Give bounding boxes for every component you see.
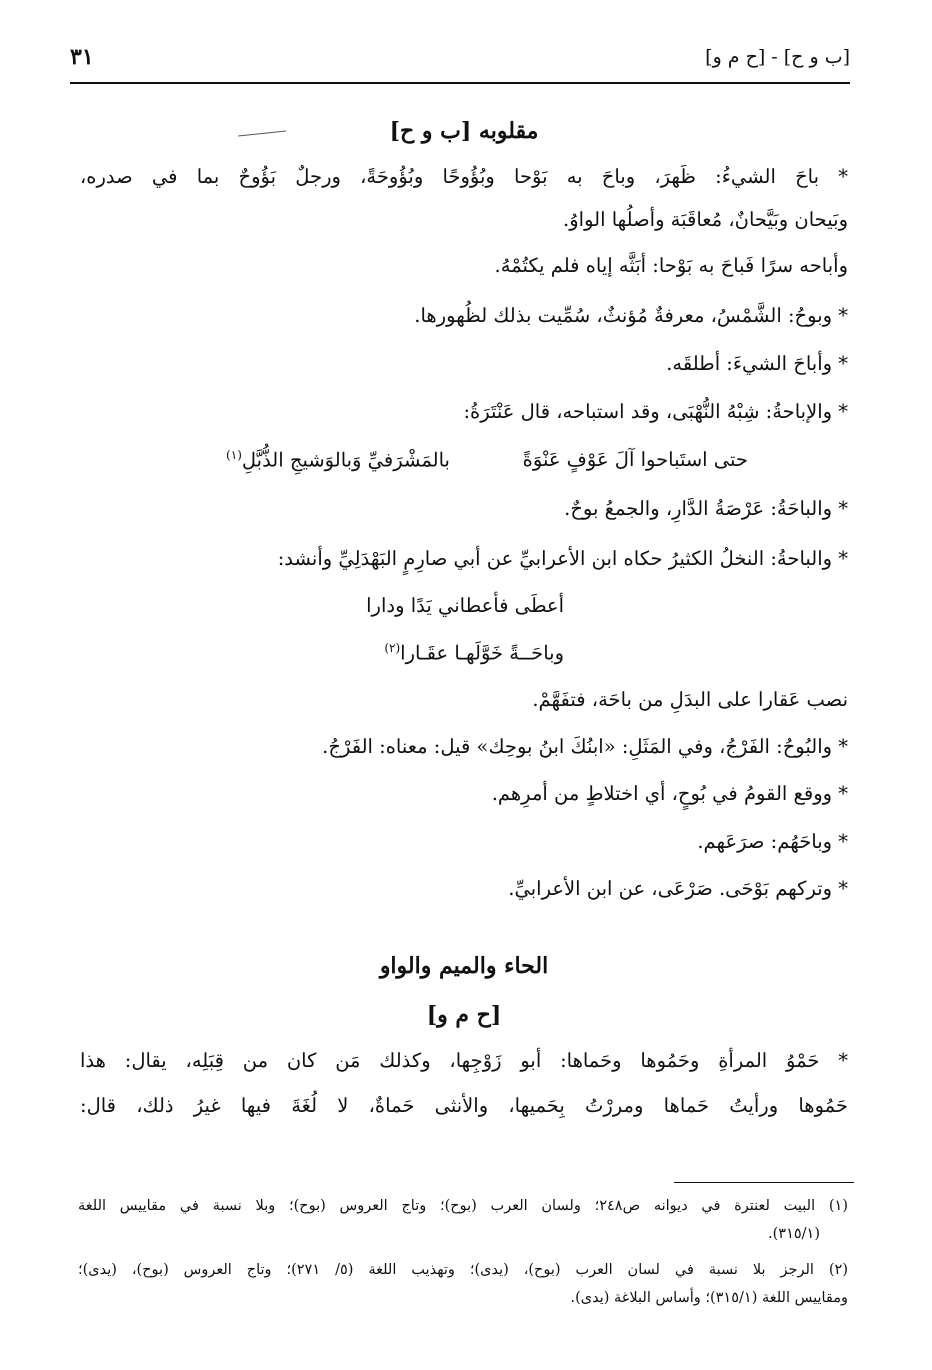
footnote-1-line-1: (١) البيت لعنترة في ديوانه ص٢٤٨؛ ولسان العرب (بوح)؛ وتاج العروس (بوح)؛ وبلا نسبة في مقاييس اللغة <box>78 1198 848 1214</box>
entry-line-8: * والباحةُ: النخلُ الكثيرُ حكاه ابن الأعرابيِّ عن أبي صارِمٍ البَهْدَلِيِّ وأنشد: <box>277 547 848 570</box>
verse2-line-2 <box>384 641 564 665</box>
footnote-ref-2: (٢) <box>384 641 401 655</box>
footnote-rule <box>674 1182 854 1183</box>
header-rule <box>70 82 850 84</box>
entry-line-6: * والإباحةُ: شِبْهُ النُّهْبَى، وقد استباحه، قال عَنْتَرَةُ: <box>463 400 848 423</box>
verse1-second-hemistich <box>226 448 450 472</box>
entry-line-15: حَمُوها ورأيتُ حَماها ومررْتُ بِحَميها، والأنثى حَماةٌ، لا لُغَةَ فيها غيرُ ذلك، قال: <box>80 1094 848 1117</box>
section-heading-hmw: [ح م و] <box>426 1002 502 1028</box>
footnote-2-line-1: (٢) الرجز بلا نسبة في لسان العرب (بوح)، (يدى)؛ وتهذيب اللغة (٥/ ٢٧١)؛ وتاج العروس (بوح)، (يدى)؛ <box>78 1262 848 1278</box>
entry-line-5: * وأباحَ الشيءَ: أطلقَه. <box>666 352 848 375</box>
verse2-line-2-text: وباحَــةً خَوَّلَهـا عقَـارا <box>400 641 564 665</box>
footnote-ref-1: (١) <box>226 448 242 462</box>
entry-line-14: * حَمْوُ المرأةِ وحَمُوها وحَماها: أبو زَوْجِها، وكذلك مَن كان من قِبَلِه، يقال: هذا <box>80 1049 848 1072</box>
verse1-first-hemistich: حتى استَباحوا آلَ عَوْفٍ عَنْوَةً <box>522 448 748 471</box>
verse2-line-1: أعطَى فأعطاني يَدًا ودارا <box>366 594 564 617</box>
running-head: [ب و ح] - [ح م و] <box>705 46 850 68</box>
entry-line-2: وبَيحان وبَيَّحانٌ، مُعاقَبَة وأصلُها الواوُ. <box>563 208 848 231</box>
footnote-2-line-2: ومقاييس اللغة (٣١٥/١)؛ وأساس البلاغة (يدى). <box>570 1290 848 1306</box>
chapter-heading: الحاء والميم والواو <box>379 953 549 979</box>
entry-line-1: * باحَ الشيءُ: ظَهرَ، وباحَ به بَوْحا وبُؤُوحًا وبُؤُوحَةً، ورجلٌ بَؤُوحٌ بما في صدره، <box>80 165 848 188</box>
verse1-second-text: بالمَشْرَفيِّ وَبالوَشيجِ الذُّبَّلِ <box>241 448 450 472</box>
page-number: ٣١ <box>70 44 94 70</box>
entry-line-11: * ووقع القومُ في بُوحٍ، أي اختلاطٍ من أمرِهم. <box>491 782 848 805</box>
entry-line-13: * وتركهم بَوْحَى. صَرْعَى، عن ابن الأعرابيِّ. <box>508 877 848 900</box>
entry-line-9: نصب عَقارا على البدَلِ من باحَة، فتفَهَّمْ. <box>532 688 848 711</box>
entry-line-7: * والباحَةُ: عَرْصَةُ الدَّارِ، والجمعُ بوحٌ. <box>564 497 848 520</box>
entry-line-4: * وبوحُ: الشَّمْسُ، معرفةٌ مُؤنثٌ، سُمِّيت بذلك لظُهورها. <box>414 304 848 327</box>
entry-line-10: * والبُوحُ: الفَرْجُ، وفي المَثَلِ: «ابنُكَ ابنُ بوحِك» قيل: معناه: الفَرْجُ. <box>322 735 848 758</box>
entry-line-12: * وباحَهُم: صرَعَهم. <box>697 830 848 853</box>
footnote-1-line-2: (٣١٥/١). <box>768 1226 820 1242</box>
page-header <box>70 42 850 82</box>
section-heading-bwh: مقلوبه [ب و ح] <box>389 118 539 144</box>
entry-line-3: وأباحه سرًا فَباحَ به بَوْحا: أبَثَّه إياه فلم يكتُمْهُ. <box>494 254 848 277</box>
